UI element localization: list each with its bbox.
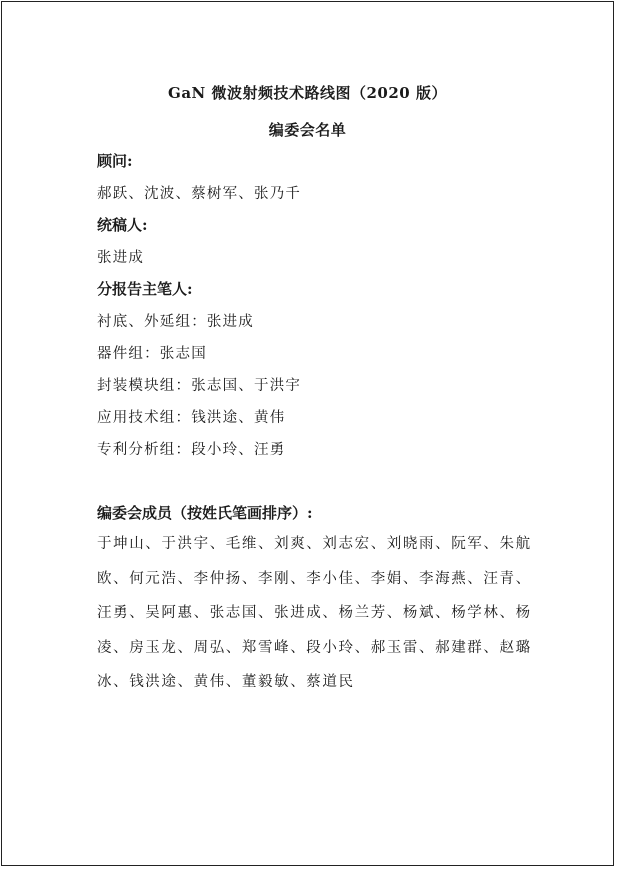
members-list	[97, 534, 532, 707]
author-group-application: 应用技术组：钱洪途、黄伟	[97, 410, 286, 426]
document-page	[1, 1, 614, 866]
members-line: 于坤山、于洪宇、毛维、刘爽、刘志宏、刘晓雨、阮军、朱航	[97, 536, 532, 552]
members-heading: 编委会成员（按姓氏笔画排序）:	[97, 504, 313, 522]
members-line: 汪勇、吴阿惠、张志国、张进成、杨兰芳、杨斌、杨学林、杨	[97, 605, 532, 621]
editor-heading: 统稿人:	[97, 216, 148, 234]
author-group-packaging: 封装模块组：张志国、于洪宇	[97, 378, 302, 394]
author-group-patent: 专利分析组：段小玲、汪勇	[97, 442, 286, 458]
editor-names: 张进成	[97, 250, 145, 266]
members-line: 欧、何元浩、李仲扬、李刚、李小佳、李娟、李海燕、汪青、	[97, 570, 532, 587]
document-subtitle: 编委会名单	[268, 121, 347, 139]
author-group-substrate-epitaxy: 衬底、外延组：张进成	[97, 314, 254, 330]
authors-heading: 分报告主笔人:	[97, 280, 193, 298]
members-line: 冰、钱洪途、黄伟、董毅敏、蔡道民	[97, 674, 355, 690]
advisors-names: 郝跃、沈波、蔡树军、张乃千	[97, 186, 302, 202]
advisors-heading: 顾问:	[97, 152, 133, 170]
author-group-device: 器件组：张志国	[97, 346, 207, 362]
document-title: GaN 微波射频技术路线图（2020 版）	[168, 84, 447, 102]
members-line: 凌、房玉龙、周弘、郑雪峰、段小玲、郝玉雷、郝建群、赵璐	[97, 639, 532, 656]
